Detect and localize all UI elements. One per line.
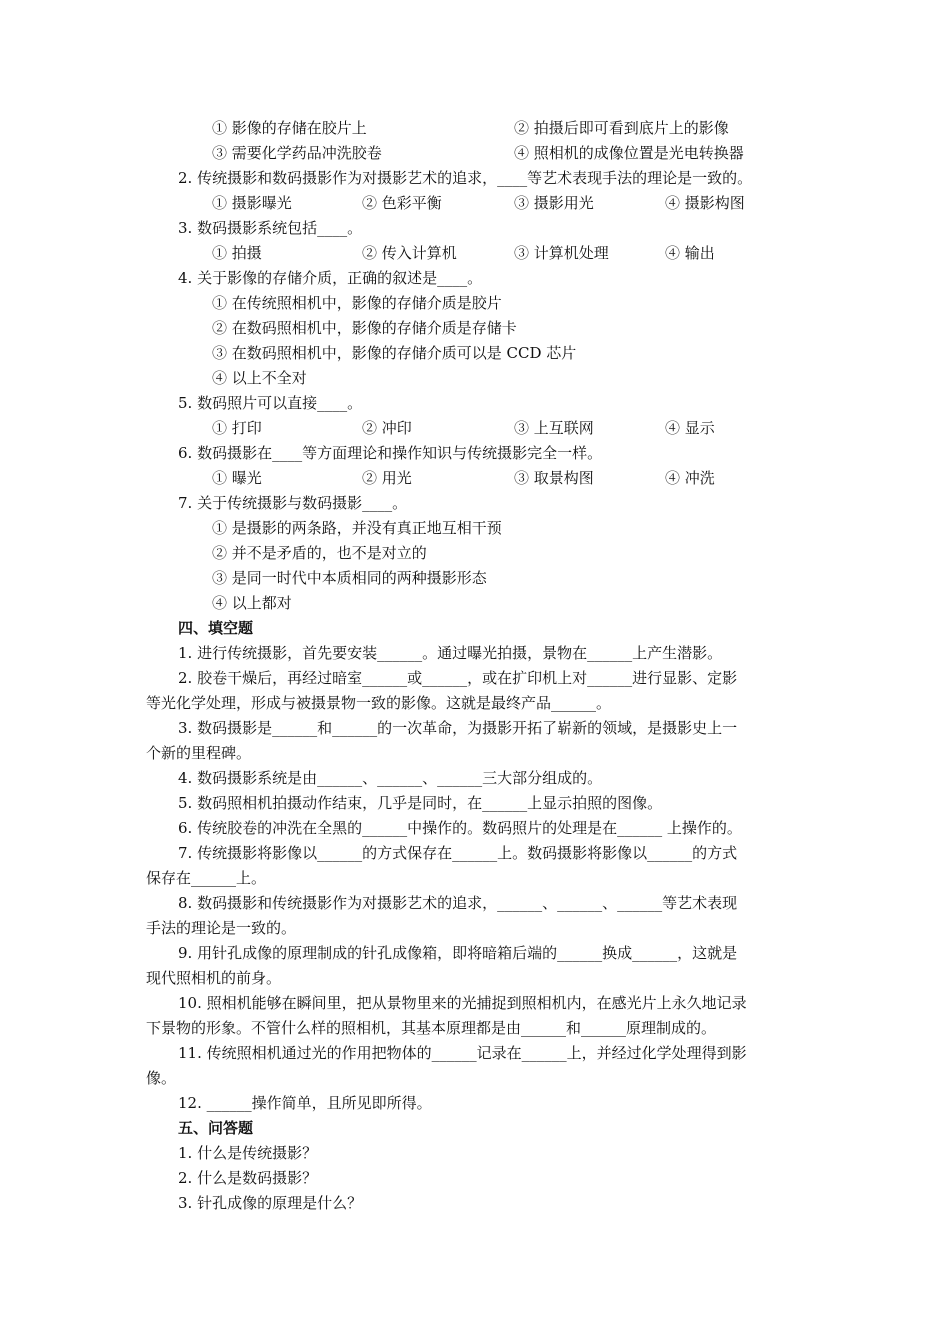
q2-option: ② 色彩平衡	[362, 194, 442, 212]
section-heading-fill-blank: 四、填空题	[178, 619, 254, 637]
fill-blank-line: 7. 传统摄影将影像以______的方式保存在______上。数码摄影将影像以______的方式	[178, 844, 738, 862]
section-heading-qa: 五、问答题	[178, 1119, 254, 1137]
q3-stem: 3. 数码摄影系统包括____。	[178, 219, 363, 237]
q7-stem: 7. 关于传统摄影与数码摄影____。	[178, 494, 408, 512]
q5-option: ② 冲印	[362, 419, 412, 437]
q5-option: ① 打印	[212, 419, 262, 437]
qa-question: 1. 什么是传统摄影？	[178, 1144, 318, 1162]
fill-blank-line: 5. 数码照相机拍摄动作结束，几乎是同时，在______上显示拍照的图像。	[178, 794, 663, 812]
q7-option: ③ 是同一时代中本质相同的两种摄影形态	[212, 569, 487, 587]
q6-option: ③ 取景构图	[514, 469, 594, 487]
fill-blank-line: 等光化学处理，形成与被摄景物一致的影像。这就是最终产品______。	[146, 694, 612, 712]
fill-blank-line: 保存在______上。	[146, 869, 267, 887]
q7-option: ② 并不是矛盾的，也不是对立的	[212, 544, 427, 562]
q3-option: ② 传入计算机	[362, 244, 457, 262]
q5-stem: 5. 数码照片可以直接____。	[178, 394, 363, 412]
q6-option: ① 曝光	[212, 469, 262, 487]
fill-blank-line: 4. 数码摄影系统是由______、______、______三大部分组成的。	[178, 769, 603, 787]
fill-blank-line: 10. 照相机能够在瞬间里，把从景物里来的光捕捉到照相机内，在感光片上永久地记录	[178, 994, 747, 1012]
q7-option: ④ 以上都对	[212, 594, 292, 612]
q3-option: ③ 计算机处理	[514, 244, 609, 262]
q2-option: ① 摄影曝光	[212, 194, 292, 212]
q6-option: ④ 冲洗	[665, 469, 715, 487]
q3-option: ① 拍摄	[212, 244, 262, 262]
qa-question: 2. 什么是数码摄影？	[178, 1169, 318, 1187]
q1-option-a: ① 影像的存储在胶片上	[212, 119, 367, 137]
q4-stem: 4. 关于影像的存储介质，正确的叙述是____。	[178, 269, 483, 287]
q4-option: ① 在传统照相机中，影像的存储介质是胶片	[212, 294, 502, 312]
fill-blank-line: 现代照相机的前身。	[146, 969, 282, 987]
q4-option: ④ 以上不全对	[212, 369, 307, 387]
q3-option: ④ 输出	[665, 244, 715, 262]
fill-blank-line: 个新的里程碑。	[146, 744, 252, 762]
q1-option-b: ② 拍摄后即可看到底片上的影像	[514, 119, 729, 137]
q5-option: ③ 上互联网	[514, 419, 594, 437]
fill-blank-line: 12. ______操作简单，且所见即所得。	[178, 1094, 432, 1112]
q2-option: ③ 摄影用光	[514, 194, 594, 212]
q1-option-c: ③ 需要化学药品冲洗胶卷	[212, 144, 382, 162]
q4-option: ② 在数码照相机中，影像的存储介质是存储卡	[212, 319, 517, 337]
fill-blank-line: 6. 传统胶卷的冲洗在全黑的______中操作的。数码照片的处理是在______ 上操作的。	[178, 819, 742, 837]
q6-option: ② 用光	[362, 469, 412, 487]
fill-blank-line: 9. 用针孔成像的原理制成的针孔成像箱，即将暗箱后端的______换成______，这就是	[178, 944, 738, 962]
fill-blank-line: 2. 胶卷干燥后，再经过暗室______或______，或在扩印机上对______进行显影、定影	[178, 669, 738, 687]
fill-blank-line: 下景物的形象。不管什么样的照相机，其基本原理都是由______和______原理制成的。	[146, 1019, 717, 1037]
fill-blank-line: 3. 数码摄影是______和______的一次革命，为摄影开拓了崭新的领域，是摄影史上一	[178, 719, 738, 737]
q6-stem: 6. 数码摄影在____等方面理论和操作知识与传统摄影完全一样。	[178, 444, 603, 462]
q1-option-d: ④ 照相机的成像位置是光电转换器	[514, 144, 744, 162]
fill-blank-line: 手法的理论是一致的。	[146, 919, 297, 937]
fill-blank-line: 8. 数码摄影和传统摄影作为对摄影艺术的追求，______、______、______等艺术表现	[178, 894, 738, 912]
q2-option: ④ 摄影构图	[665, 194, 745, 212]
qa-question: 3. 针孔成像的原理是什么？	[178, 1194, 363, 1212]
q2-stem: 2. 传统摄影和数码摄影作为对摄影艺术的追求，____等艺术表现手法的理论是一致的。	[178, 169, 753, 187]
fill-blank-line: 11. 传统照相机通过光的作用把物体的______记录在______上，并经过化学处理得到影	[178, 1044, 747, 1062]
q7-option: ① 是摄影的两条路，并没有真正地互相干预	[212, 519, 502, 537]
fill-blank-line: 1. 进行传统摄影，首先要安装______。通过曝光拍摄，景物在______上产生潜影。	[178, 644, 723, 662]
q5-option: ④ 显示	[665, 419, 715, 437]
q4-option: ③ 在数码照相机中，影像的存储介质可以是 CCD 芯片	[212, 344, 577, 362]
fill-blank-line: 像。	[146, 1069, 177, 1087]
